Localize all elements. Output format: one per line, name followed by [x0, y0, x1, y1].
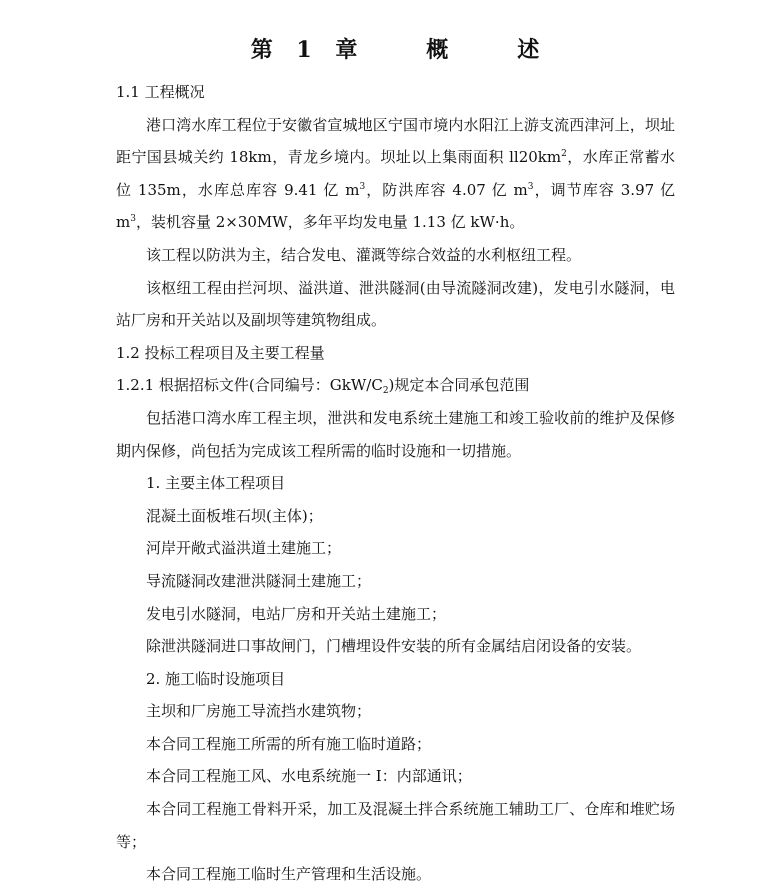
overview-paragraph-3: 该枢纽工程由拦河坝、溢洪道、泄洪隧洞(由导流隧洞改建)，发电引水隧洞，电站厂房和开关站以及副坝等建筑物组成。: [116, 278, 675, 330]
overview-text-c: ，防洪库容 4.07 亿 m: [365, 180, 528, 199]
superscript-m3-regulating: 3: [130, 214, 136, 225]
section-heading-1-2-1-tail: )规定本合同承包范围: [388, 376, 530, 395]
section-heading-1-1: 1.1 工程概况: [116, 83, 205, 101]
contract-number-subscript: 2: [382, 386, 389, 397]
list-item: 本合同工程施工所需的所有施工临时道路；: [146, 734, 432, 753]
group-1-title: 1. 主要主体工程项目: [146, 474, 286, 493]
list-item: 河岸开敞式溢洪道土建施工；: [146, 539, 342, 558]
superscript-m3-flood: 3: [527, 181, 534, 192]
document-body: [116, 76, 675, 891]
overview-paragraph-1: [116, 109, 675, 239]
list-item: 发电引水隧洞，电站厂房和开关站土建施工；: [146, 604, 447, 623]
section-heading-1-2-1-text: 1.2.1 根据招标文件(合同编号：GkW/C: [116, 376, 383, 395]
scope-paragraph: 包括港口湾水库工程主坝，泄洪和发电系统土建施工和竣工验收前的维护及保修期内保修，尚包括为完成该工程所需的临时设施和一切措施。: [116, 408, 675, 460]
list-item: 混凝土面板堆石坝(主体)；: [146, 506, 323, 525]
group-2-title: 2. 施工临时设施项目: [146, 669, 286, 688]
chapter-title: 第 1 章 概 述: [250, 37, 541, 63]
overview-text-a: 港口湾水库工程位于安徽省宣城地区宁国市境内水阳江上游支流西津河上，坝址距宁国县城关约 18km，青龙乡境内。坝址以上集雨面积 ll20km: [116, 115, 675, 167]
overview-text-d: ，调节库容 3.97 亿 m: [116, 180, 675, 232]
overview-paragraph-2: 该工程以防洪为主，结合发电、灌溉等综合效益的水利枢纽工程。: [146, 245, 582, 264]
superscript-km2: 2: [561, 149, 567, 160]
list-item: 导流隧洞改建泄洪隧洞土建施工；: [146, 571, 372, 590]
section-heading-1-2-1: [116, 369, 675, 402]
list-item: 除泄洪隧洞进口事故闸门，门槽埋设件安装的所有金属结启闭设备的安装。: [146, 637, 642, 656]
list-item: 本合同工程施工骨料开采，加工及混凝土拌合系统施工辅助工厂、仓库和堆贮场等；: [116, 800, 675, 851]
list-item: 主坝和厂房施工导流挡水建筑物；: [146, 702, 372, 721]
overview-text-b: ，水库正常蓄水位 135m，水库总库容 9.41 亿 m: [116, 148, 675, 199]
list-item: 本合同工程施工风、水电系统施一 I：内部通讯；: [146, 767, 472, 786]
superscript-m3-total: 3: [359, 181, 366, 192]
section-heading-1-2: 1.2 投标工程项目及主要工程量: [116, 343, 325, 362]
list-item: 本合同工程施工临时生产管理和生活设施。: [146, 865, 432, 884]
overview-text-e: ，装机容量 2×30MW，多年平均发电量 1.13 亿 kW·h。: [135, 213, 525, 232]
